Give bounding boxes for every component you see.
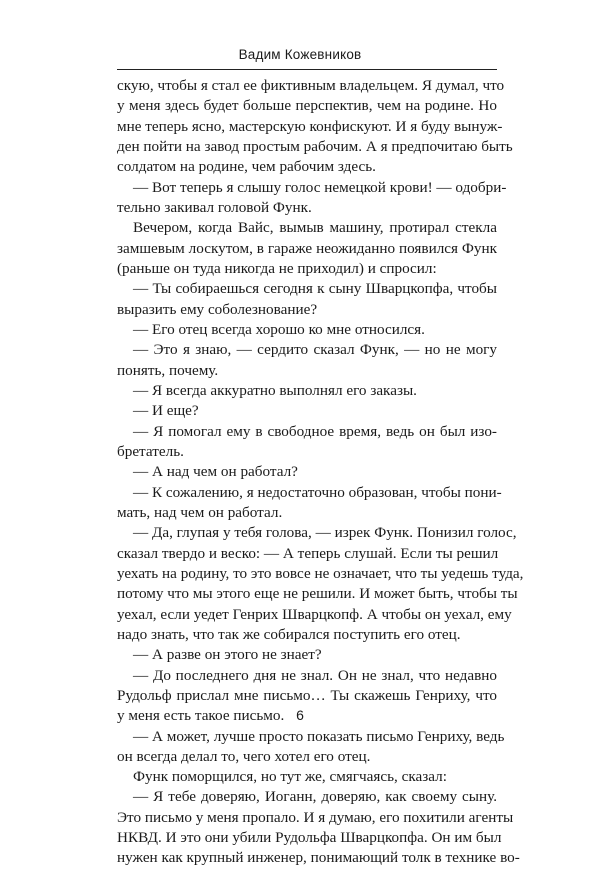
- text-line: (раньше он туда никогда не приходил) и спросил:: [117, 259, 437, 277]
- text-line: — До последнего дня не знал. Он не знал, что недавно: [133, 666, 497, 684]
- text-line: — А над чем он работал?: [133, 463, 298, 481]
- text-line: замшевым лоскутом, в гараже неожиданно появился Функ: [117, 239, 497, 257]
- text-line: мать, над чем он работал.: [117, 503, 283, 521]
- text-line: понять, почему.: [117, 361, 219, 379]
- text-line: бретатель.: [117, 442, 184, 460]
- text-line: солдатом на родине, чем рабочим здесь.: [117, 158, 376, 176]
- text-line: надо знать, что так же собирался поступить его отец.: [117, 625, 461, 643]
- text-line: — Я помогал ему в свободное время, ведь он был изо-: [133, 422, 497, 440]
- text-line: Это письмо у меня пропало. И я думаю, его похитили агенты: [117, 808, 514, 826]
- text-line: сказал твердо и веско: — А теперь слушай. Если ты решил: [117, 544, 499, 562]
- text-line: — Это я знаю, — сердито сказал Функ, — но не могу: [133, 341, 497, 359]
- text-line: ден пойти на завод простым рабочим. А я предпочитаю быть: [117, 137, 513, 155]
- text-line: он всегда делал то, чего хотел его отец.: [117, 747, 371, 765]
- header-rule: [117, 69, 497, 70]
- text-line: нужен как крупный инженер, понимающий толк в технике во-: [117, 849, 520, 867]
- text-line: — И еще?: [133, 402, 199, 420]
- text-line: мне теперь ясно, мастерскую конфискуют. И я буду вынуж-: [117, 117, 503, 135]
- text-line: — Я всегда аккуратно выполнял его заказы.: [133, 381, 417, 399]
- text-line: Вечером, когда Вайс, вымыв машину, протирал стекла: [133, 219, 497, 237]
- text-line: потому что мы этого еще не решили. И может быть, чтобы ты: [117, 585, 518, 603]
- text-line: тельно закивал головой Функ.: [117, 198, 312, 216]
- text-line: скую, чтобы я стал ее фиктивным владельцем. Я думал, что: [117, 77, 505, 94]
- page-number: 6: [296, 707, 304, 723]
- text-line: — Ты собираешься сегодня к сыну Шварцкопфа, чтобы: [133, 280, 497, 298]
- text-line: Рудольф прислал мне письмо… Ты скажешь Генриху, что: [117, 686, 497, 704]
- text-line: выразить ему соболезнование?: [117, 300, 318, 318]
- text-line: НКВД. И это они убили Рудольфа Шварцкопфа. Он им был: [117, 829, 502, 847]
- text-line: — А может, лучше просто показать письмо Генриху, ведь: [133, 727, 505, 745]
- text-line: — К сожалению, я недостаточно образован, чтобы пони-: [133, 483, 502, 501]
- running-head-author: Вадим Кожевников: [238, 47, 362, 62]
- text-line: — Его отец всегда хорошо ко мне относился.: [133, 320, 425, 338]
- text-line: уехать на родину, то это вовсе не означает, что ты уедешь туда,: [117, 564, 524, 582]
- text-line: — А разве он этого не знает?: [133, 646, 322, 664]
- text-line: у меня есть такое письмо.: [117, 707, 285, 725]
- text-line: — Да, глупая у тебя голова, — изрек Функ. Понизил голос,: [133, 524, 517, 542]
- text-line: у меня здесь будет больше перспектив, чем на родине. Но: [117, 97, 497, 115]
- text-line: уехал, если уедет Генрих Шварцкопф. А чтобы он уехал, ему: [117, 605, 512, 623]
- text-line: — Вот теперь я слышу голос немецкой крови! — одобри-: [133, 178, 507, 196]
- text-line: — Я тебе доверяю, Иоганн, доверяю, как своему сыну.: [133, 788, 497, 806]
- text-line: Функ поморщился, но тут же, смягчаясь, сказал:: [133, 768, 447, 786]
